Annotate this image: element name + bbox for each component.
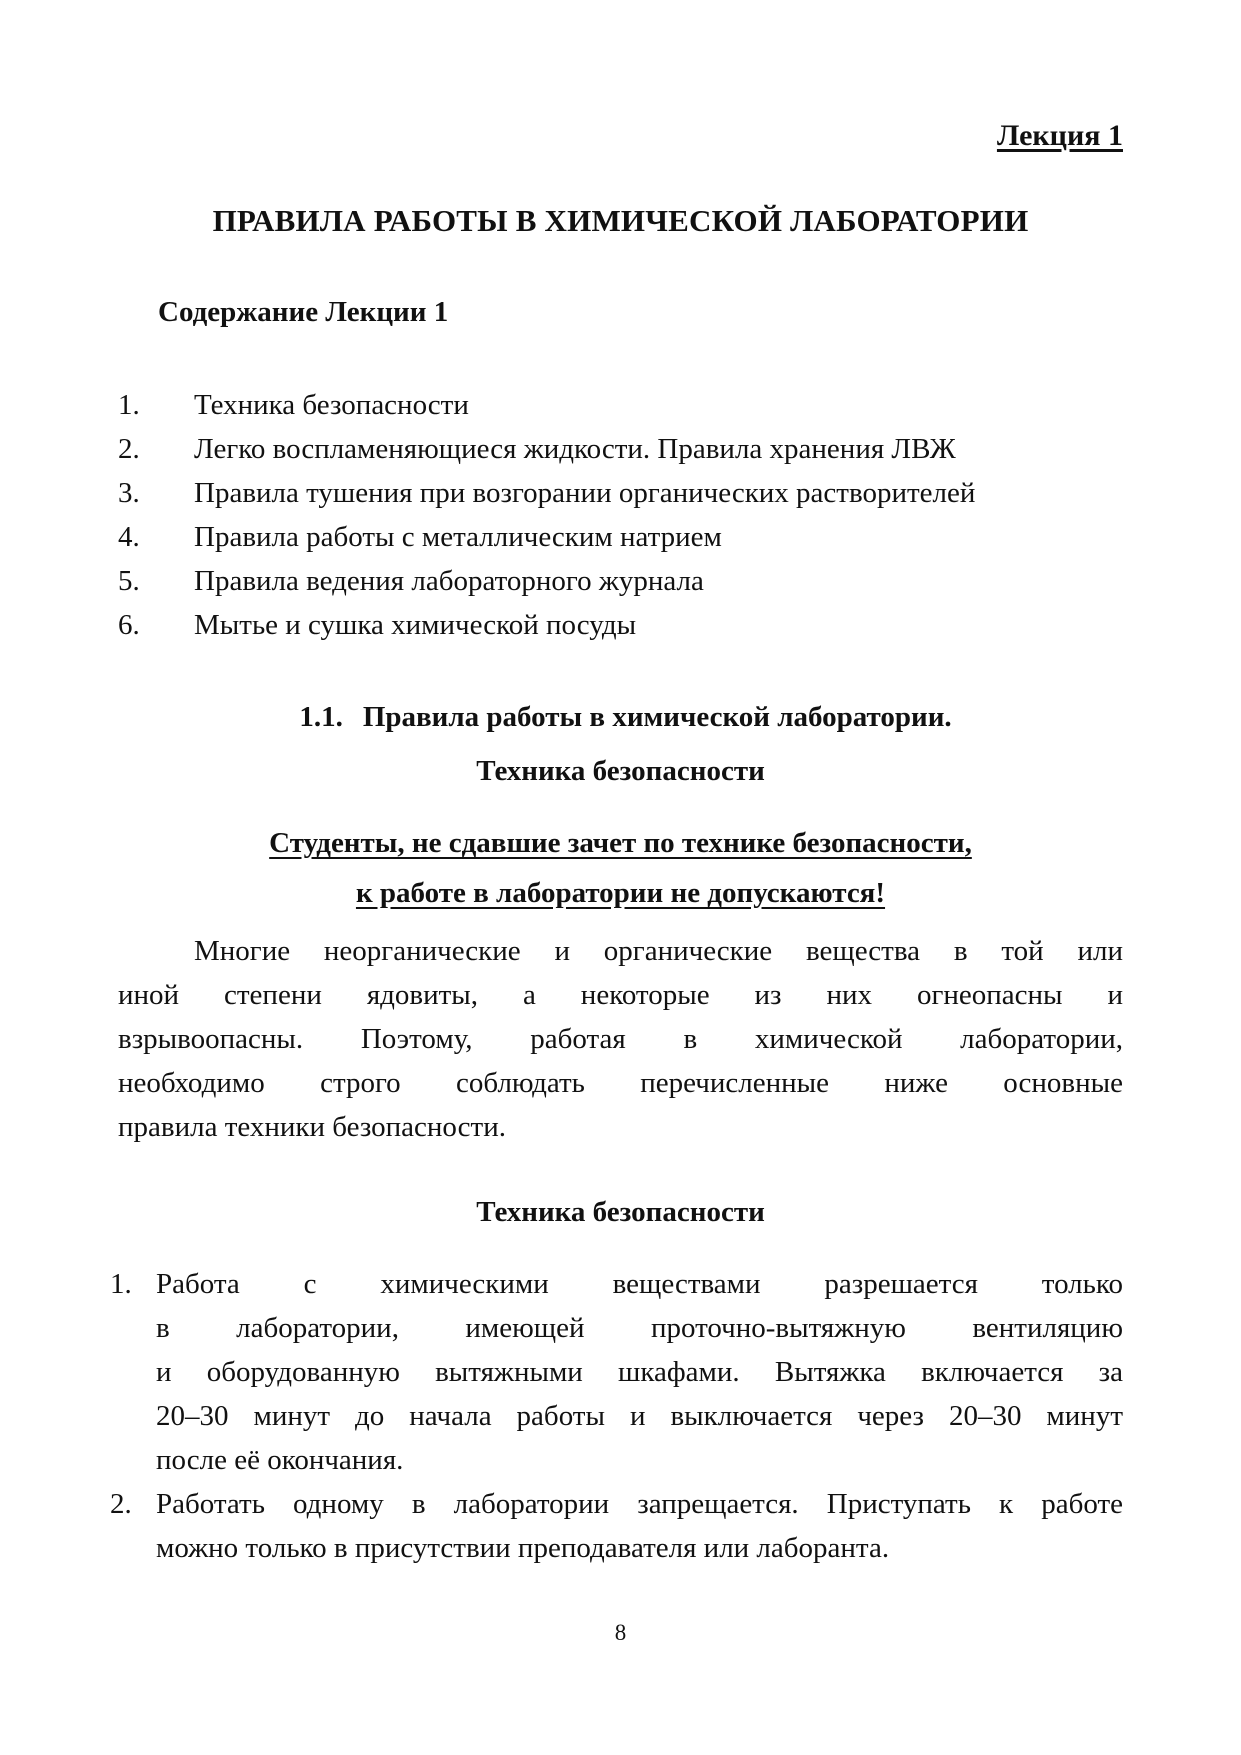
safety-rules-list — [110, 1262, 1123, 1570]
toc-item-text: Правила тушения при возгорании органических растворителей — [194, 477, 976, 509]
page-title: ПРАВИЛА РАБОТЫ В ХИМИЧЕСКОЙ ЛАБОРАТОРИИ — [212, 203, 1029, 238]
rule-text — [156, 1482, 1123, 1570]
rule-line: после её окончания. — [156, 1444, 404, 1476]
section-title: Правила работы в химической лаборатории. — [362, 701, 952, 733]
lecture-label: Лекция 1 — [996, 119, 1123, 152]
paragraph-line: иной степени ядовиты, а некоторые из них огнеопасны и — [118, 979, 1123, 1011]
rule-line: и оборудованную вытяжными шкафами. Вытяжка включается за — [156, 1356, 1123, 1388]
toc-item-number: 5. — [118, 565, 140, 597]
toc-item — [118, 427, 1128, 471]
toc-item — [118, 383, 1128, 427]
warning-line: к работе в лаборатории не допускаются! — [355, 877, 886, 909]
rule-number: 2. — [110, 1488, 132, 1520]
rule-line: в лаборатории, имеющей проточно-вытяжную вентиляцию — [156, 1312, 1123, 1344]
contents-title: Содержание Лекции 1 — [158, 296, 449, 328]
toc-item-number: 1. — [118, 389, 140, 421]
paragraph-line: взрывоопасны. Поэтому, работая в химической лаборатории, — [118, 1023, 1123, 1055]
section-heading — [0, 690, 1241, 798]
toc-item — [118, 559, 1128, 603]
toc-item-number: 2. — [118, 433, 140, 465]
section-heading-line1 — [0, 690, 1241, 744]
toc-item-text: Мытье и сушка химической посуды — [194, 609, 637, 641]
toc-item-text: Правила работы с металлическим натрием — [194, 521, 722, 553]
page-number: 8 — [614, 1620, 627, 1645]
toc-item-number: 3. — [118, 477, 140, 509]
rule-text — [156, 1262, 1123, 1482]
rule-line: можно только в присутствии преподавателя или лаборанта. — [156, 1532, 890, 1564]
warning-line: Студенты, не сдавшие зачет по технике безопасности, — [269, 827, 972, 859]
toc-item — [118, 603, 1128, 647]
safety-heading: Техника безопасности — [476, 1196, 765, 1228]
paragraph-line: необходимо строго соблюдать перечисленные ниже основные — [118, 1067, 1123, 1099]
paragraph-line: Многие неорганические и органические вещества в той или — [194, 935, 1123, 967]
rule-line: Работать одному в лаборатории запрещается. Приступать к работе — [156, 1488, 1123, 1520]
rule-line: 20–30 минут до начала работы и выключается через 20–30 минут — [156, 1400, 1123, 1432]
rule-line: Работа с химическими веществами разрешается только — [156, 1268, 1123, 1300]
section-subtitle: Техника безопасности — [476, 755, 765, 787]
section-number: 1.1. — [299, 701, 343, 733]
warning-notice — [0, 818, 1241, 918]
toc-item-text: Легко воспламеняющиеся жидкости. Правила хранения ЛВЖ — [194, 433, 956, 465]
toc-item-number: 4. — [118, 521, 140, 553]
toc-item — [118, 515, 1128, 559]
toc-item-text: Техника безопасности — [194, 389, 469, 421]
intro-paragraph — [118, 929, 1123, 1149]
rule-number: 1. — [110, 1268, 132, 1300]
toc-item-number: 6. — [118, 609, 140, 641]
paragraph-line: правила техники безопасности. — [118, 1111, 506, 1143]
list-item — [110, 1482, 1123, 1570]
table-of-contents — [118, 383, 1128, 647]
list-item — [110, 1262, 1123, 1482]
toc-item-text: Правила ведения лабораторного журнала — [194, 565, 704, 597]
toc-item — [118, 471, 1128, 515]
